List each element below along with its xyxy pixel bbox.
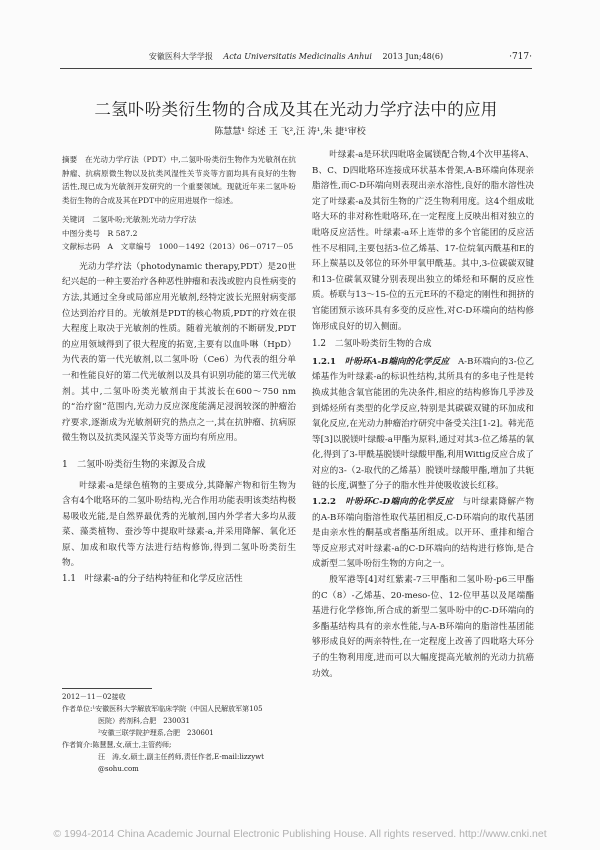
received-date: 2012－11－02接收 — [62, 693, 126, 701]
section-1-heading: 1 二氢卟吩类衍生物的来源及合成 — [62, 458, 206, 470]
author-line: 陈慧慧¹ 综述 王 飞²,汪 涛¹,朱 捷¹审校 — [214, 127, 366, 137]
issue-info: 2013 Jun;48(6) — [382, 52, 444, 61]
author-unit-1: 作者单位:¹安徽医科大学解放军临床学院（中国人民解放军第105 — [62, 705, 263, 713]
section-1-2-2-title: 叶吩环C-D端向的化学反应 — [345, 497, 454, 508]
journal-name-cn: 安徽医科大学学报 — [148, 52, 213, 61]
running-header — [60, 50, 532, 64]
section-1-2-heading: 1.2 二氢卟吩类衍生物的合成 — [312, 339, 432, 350]
author-bio-1: 作者简介:陈慧慧,女,硕士,主管药师; — [62, 741, 172, 749]
section-1-2-1-number: 1.2.1 — [312, 356, 345, 367]
page-number: ·717· — [509, 52, 532, 62]
section-1-1-heading: 1.1 叶绿素-a的分子结构特征和化学反应活性 — [62, 574, 243, 585]
left-column — [62, 153, 296, 588]
clc-number: 中图分类号 R 587.2 — [62, 228, 138, 238]
right-paragraph-last: 殷军港等[4]对红紫素-7三甲酯和二氢卟吩-p6三甲酯的C（8）-乙烯基、20-meso-位、12-位甲基以及尾端酯基进行化学修饰,所合成的新型二氢卟吩中的C-D环端向的多酯基结构具有的亲水性能,与A-B环端向的脂溶性基团能够形成良好的两亲特性,在一定程度上改善了四吡咯大环分子的生物利用度,进而可以大幅度提高光敏剂的光动力抗癌功效。 — [312, 575, 534, 679]
author-bio-2: 汪 涛,女,硕士,副主任药师,责任作者,E-mail:lizzywt — [98, 753, 264, 761]
keywords: 关键词 二氢卟吩;光敏剂;光动力学疗法 — [62, 215, 197, 224]
footnote-rule — [62, 688, 152, 689]
section-1-2-1-text: A-B环端向的3-位乙烯基作为叶绿素-a的标识性结构,其所具有的多电子性是转换成其他含氧官能团的先决条件,相应的结构修饰几乎涉及到烯烃所有类型的化学反应,特别是其碳碳双键的环加成和氧化反应,在光动力肿瘤治疗研究中备受关注[1-2]。韩光范等[3]以脱镁叶绿酸-a甲酯为原料,通过对其3-位乙烯基的氧化,得到了3-甲酰基脱镁叶绿酸甲酯,利用Wittig反应合成了对应的3-（2-取代的乙烯基）脱镁叶绿酸甲酯,增加了共轭链的长度,调整了分子的脂水性并使吸收波长红移。 — [312, 356, 534, 492]
author-email: @sohu.com — [98, 765, 139, 773]
intro-paragraph: 光动力学疗法（photodynamic therapy,PDT）是20世纪兴起的一种主要治疗各种恶性肿瘤和表浅或腔内良性病变的方法,其通过全身或局部应用光敏剂,经特定波长光照射病变部位达到治疗目的。光敏剂是PDT的核心物质,PDT的疗效在很大程度上取决于光敏剂的性质。随着光敏剂的不断研发,PDT的应用领域得到了很大程度的拓宽,主要有以血卟啉（HpD）为代表的第一代光敏剂,以二氢卟吩（Ce6）为代表的组分单一和性能良好的第二代光敏剂以及具有识别功能的第三代光敏剂。其中,二氢卟吩类光敏剂由于其波长在600～750 nm的“治疗窗”范围内,光动力反应深度能满足浸润较深的肿瘤治疗要求,逐渐成为光敏剂研究的热点之一,其在抗肿瘤、抗病原微生物以及抗类风湿关节炎等方面均有所应用。 — [62, 261, 296, 444]
right-paragraph-1: 叶绿素-a是环状四吡咯金属镁配合物,4个次甲基将A、B、C、D四吡咯环连接成环状基本骨架,A-B环端向体现亲脂溶性,而C-D环端向则表现出亲水溶性,良好的脂水溶性决定了叶绿素-a及其衍生物的广泛生物利用度。这4个组成吡咯大环的非对称性吡咯环,在一定程度上反映出相对独立的吡咯反应活性。叶绿素-a环上连带的多个官能团的反应活性不尽相同,主要包括3-位乙烯基、17-位烷氧丙酰基和E的环上羰基以及邻位的环外甲氧甲酰基。其中,3-位碳碳双键和13-位碳氧双键分别表现出独立的烯烃和环酮的反应性质。桥联与13～15-位的五元E环的不稳定的刚性和拥挤的官能团预示该环具有多变的反应性,对C-D环端向的结构修饰形成良好的切入侧面。 — [312, 150, 534, 332]
section-1-2-2-number: 1.2.2 — [312, 497, 346, 508]
footnote-block — [62, 688, 296, 775]
journal-name-en: Acta Universitatis Medicinalis Anhui — [223, 52, 372, 61]
document-code: 文献标志码 A 文章编号 1000－1492（2013）06－0717－05 — [62, 242, 294, 252]
article-title: 二氢卟吩类衍生物的合成及其在光动力学疗法中的应用 — [94, 100, 498, 119]
section-1-2-2 — [312, 495, 534, 573]
section-1-paragraph: 叶绿素-a是绿色植物的主要成分,其降解产物和衍生物为含有4个吡咯环的二氢卟吩结构,光合作用功能表明该类结构极易吸收光能,是自然界最优秀的光敏剂,国内外学者大多均从菠菜、藻类植物、蚕沙等中提取叶绿素-a,并采用降解、氧化还原、加成和取代等方法进行结构修饰,得到二氢卟吩类衍生物。 — [62, 480, 296, 569]
section-1-2-2-text: 与叶绿素降解产物的A-B环端向脂溶性取代基团相反,C-D环端向的取代基团是由亲水性的酮基或者酯基所组成。以开环、重排和缩合等反应形式对叶绿素-a的C-D环端向的结构进行修饰,是合成新型二氢卟吩衍生物的方向之一。 — [312, 497, 534, 570]
abstract: 摘要 在光动力学疗法（PDT）中,二氢卟吩类衍生物作为光敏剂在抗肿瘤、抗病原微生物以及抗类风湿性关节炎等方面均具有良好的生物活性,现已成为光敏剂开发研究的一个重要领域。现就近年来二氢卟吩类衍生物的合成及其在PDT中的应用进展作一综述。 — [62, 155, 296, 205]
author-unit-1-cont: 医院）药剂科,合肥 230031 — [98, 717, 190, 725]
section-1-2-1 — [312, 355, 534, 495]
right-column — [312, 148, 534, 682]
author-unit-2: ²安徽三联学院护理系,合肥 230601 — [98, 729, 214, 737]
section-1-2-1-title: 叶吩环A-B端向的化学反应 — [344, 356, 450, 367]
header-rule — [60, 68, 532, 69]
copyright-watermark: © 1994-2014 China Academic Journal Electronic Publishing House. All rights reserved. http://www.cnki.net — [53, 828, 547, 840]
